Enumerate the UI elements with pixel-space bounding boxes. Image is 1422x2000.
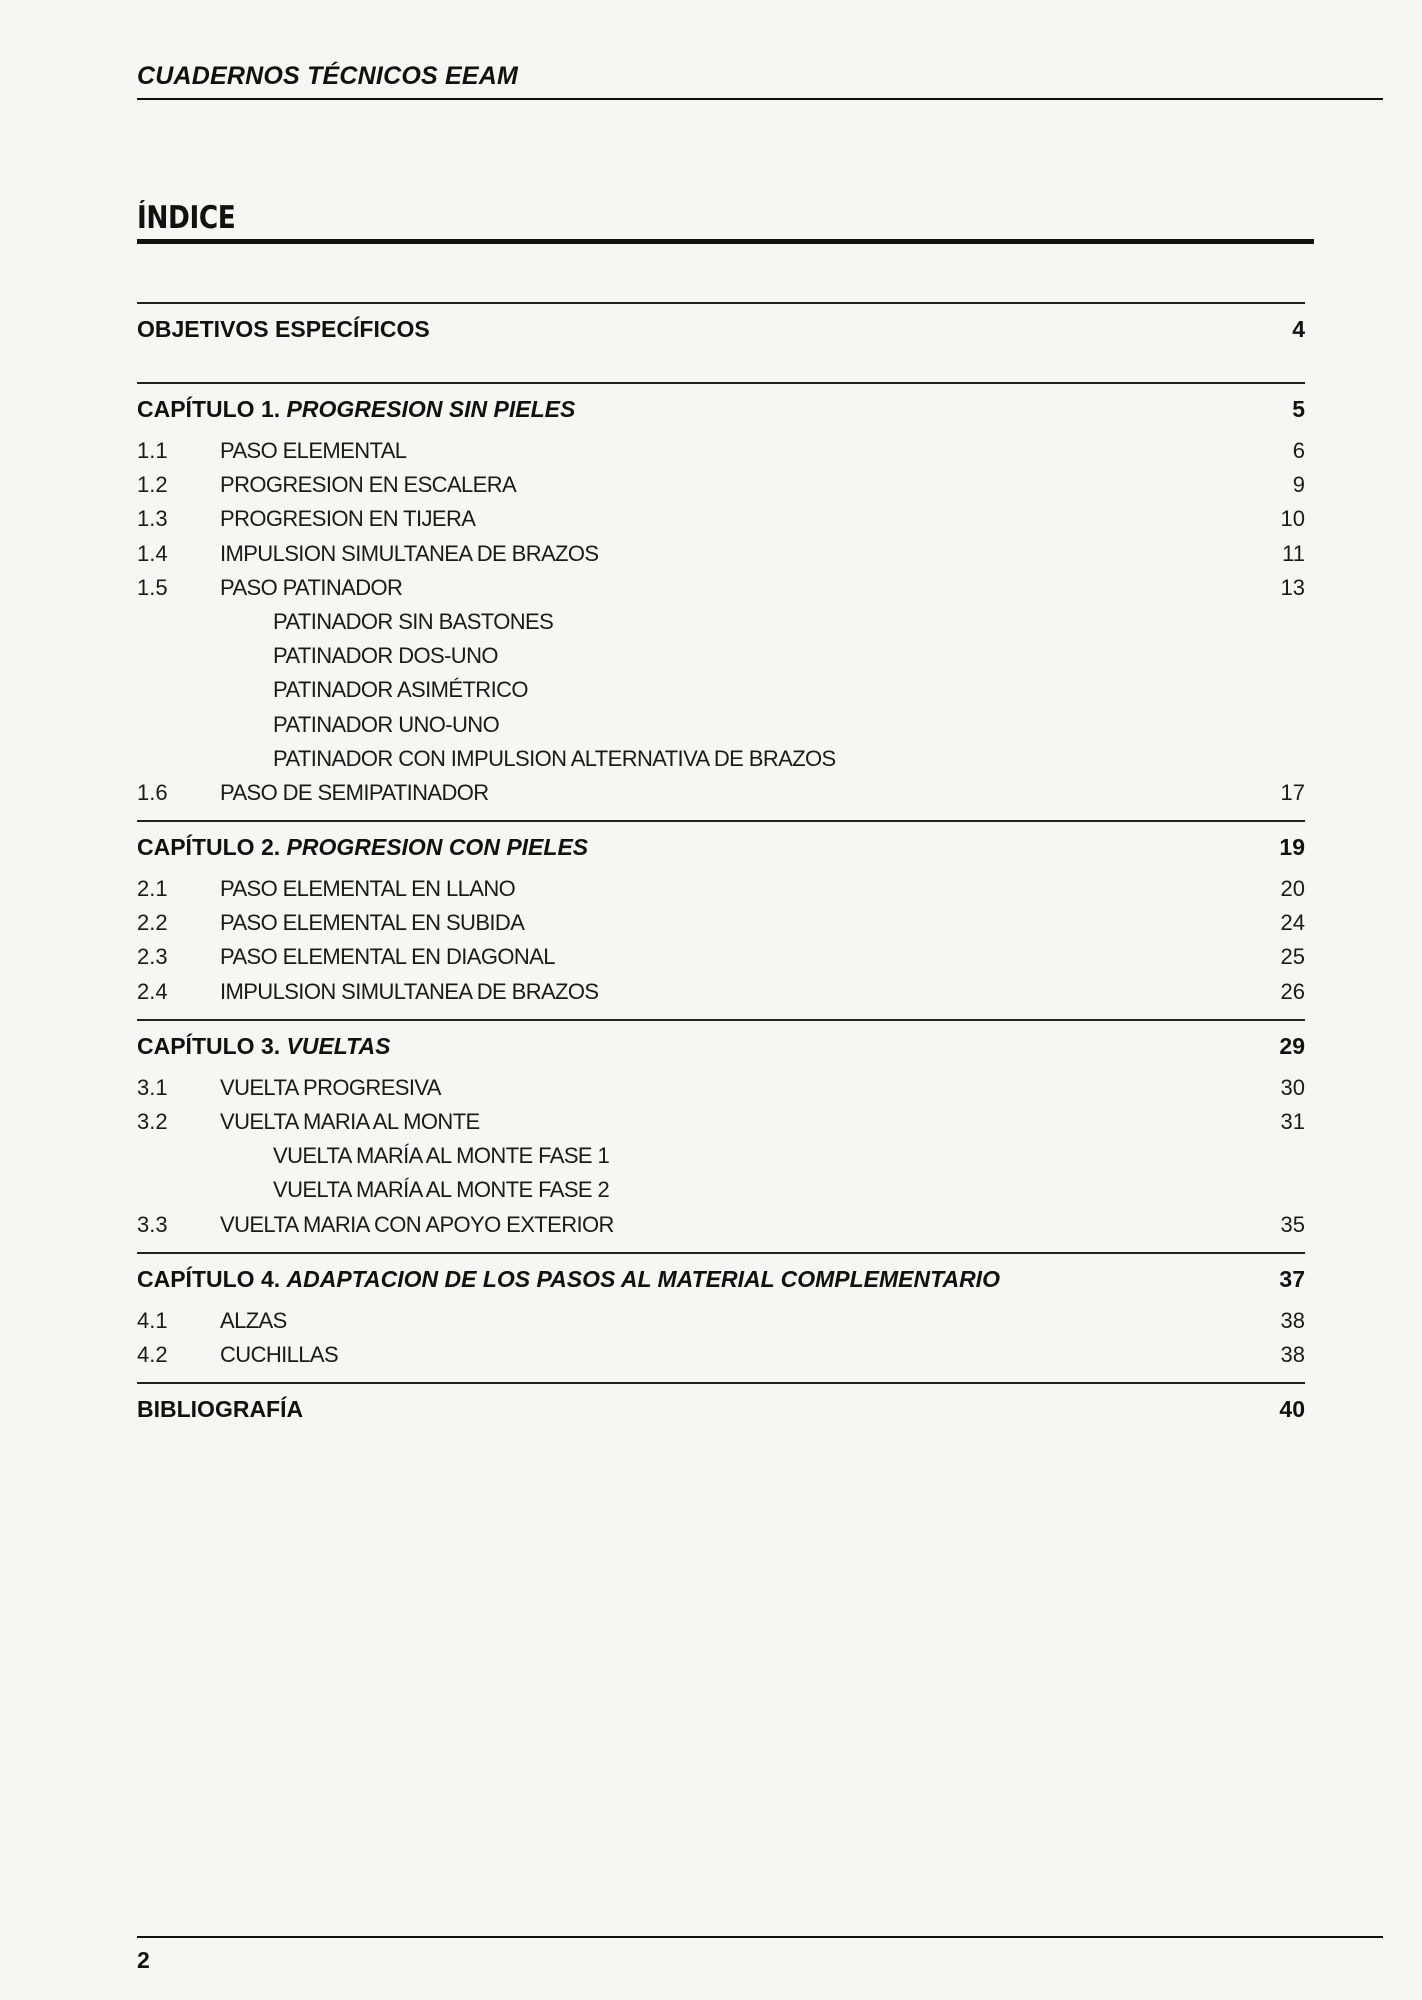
section-label: BIBLIOGRAFÍA: [137, 1396, 304, 1423]
entry-number: 2.2: [137, 910, 168, 936]
entry-title: PATINADOR UNO-UNO: [273, 711, 500, 737]
section-label: CAPÍTULO 2.: [137, 834, 287, 861]
entry-number: 2.1: [137, 876, 168, 902]
entry-page-number: 13: [1280, 574, 1305, 600]
footer-rule: [137, 1936, 1383, 1938]
entry-page-number: 35: [1280, 1211, 1305, 1237]
toc-section-heading: [137, 828, 1305, 866]
section-label: OBJETIVOS ESPECÍFICOS: [137, 316, 430, 342]
section-page-number: 19: [1279, 834, 1305, 861]
entry-title: PASO ELEMENTAL EN DIAGONAL: [220, 944, 555, 970]
section-italic-title: PROGRESION CON PIELES: [286, 834, 589, 861]
entry-title: VUELTA PROGRESIVA: [220, 1074, 441, 1100]
index-title-rule: [137, 239, 1314, 244]
toc-subentry: [137, 742, 1305, 776]
toc-subentry: [137, 1173, 1305, 1207]
toc-entry: [137, 906, 1305, 940]
entry-title: PROGRESION EN ESCALERA: [220, 472, 517, 498]
entry-page-number: 31: [1280, 1109, 1305, 1134]
entry-title: VUELTA MARÍA AL MONTE FASE 1: [273, 1143, 610, 1169]
toc-subentry: [137, 639, 1305, 673]
section-title: [137, 390, 575, 428]
section-title: [137, 1390, 303, 1428]
entry-number: 2.4: [137, 978, 168, 1004]
entry-title: ALZAS: [220, 1307, 287, 1333]
entry-title: PATINADOR DOS-UNO: [273, 643, 498, 669]
entry-page-number: 9: [1292, 472, 1305, 498]
entry-page-number: 38: [1280, 1307, 1305, 1333]
entry-page-number: 17: [1280, 779, 1305, 805]
entry-number: 1.1: [137, 438, 168, 463]
toc-section: [137, 1019, 1305, 1252]
toc-entry: [137, 975, 1305, 1009]
section-title: [137, 828, 588, 866]
entry-number: 1.6: [137, 779, 168, 805]
entry-title: PASO DE SEMIPATINADOR: [220, 779, 489, 805]
entry-number: 4.1: [137, 1307, 168, 1333]
toc-subentry: [137, 708, 1305, 742]
toc-entry: [137, 1208, 1305, 1242]
toc-section-heading: [137, 1027, 1305, 1065]
toc-entry: [137, 872, 1305, 906]
entry-page-number: 6: [1292, 438, 1305, 463]
section-page-number: 29: [1279, 1032, 1305, 1059]
page-number: 2: [137, 1947, 150, 1973]
entry-page-number: 10: [1280, 506, 1305, 532]
entry-page-number: 30: [1280, 1074, 1305, 1100]
toc-entry: [137, 1071, 1305, 1105]
section-page-number: 4: [1292, 316, 1305, 342]
toc-entry: [137, 1304, 1305, 1338]
entry-title: IMPULSION SIMULTANEA DE BRAZOS: [220, 978, 599, 1004]
section-page-number: 5: [1292, 396, 1305, 422]
entry-number: 1.3: [137, 506, 168, 532]
entry-page-number: 20: [1280, 876, 1305, 902]
index-title: ÍNDICE: [137, 200, 236, 236]
toc-section-heading: [137, 310, 1305, 348]
entry-title: PASO ELEMENTAL EN LLANO: [220, 876, 516, 902]
toc-section-heading: [137, 390, 1305, 428]
toc-entry: [137, 537, 1305, 571]
toc-section: [137, 820, 1305, 1019]
toc-entry: [137, 1338, 1305, 1372]
section-label: CAPÍTULO 3.: [137, 1032, 287, 1059]
entry-number: 2.3: [137, 944, 168, 970]
toc-entry: [137, 434, 1305, 468]
entry-page-number: 24: [1280, 910, 1305, 936]
section-italic-title: PROGRESION SIN PIELES: [286, 396, 576, 422]
entry-title: PROGRESION EN TIJERA: [220, 506, 476, 532]
entry-title: PASO ELEMENTAL: [220, 438, 407, 463]
section-page-number: 40: [1279, 1396, 1305, 1423]
entry-title: VUELTA MARIA CON APOYO EXTERIOR: [220, 1211, 614, 1237]
section-title: [137, 310, 430, 348]
entry-number: 1.5: [137, 574, 168, 600]
toc-entry: [137, 502, 1305, 536]
toc-section: [137, 1382, 1305, 1462]
toc-subentry: [137, 1139, 1305, 1173]
section-title: [137, 1027, 390, 1065]
toc-subentry: [137, 673, 1305, 707]
toc-entry: [137, 468, 1305, 502]
entry-number: 3.2: [137, 1109, 168, 1134]
toc-section: [137, 1252, 1305, 1382]
toc-subentry: [137, 605, 1305, 639]
running-header: CUADERNOS TÉCNICOS EEAM: [137, 62, 519, 90]
section-italic-title: ADAPTACION DE LOS PASOS AL MATERIAL COMPLEMENTARIO: [286, 1265, 1000, 1292]
entry-number: 1.4: [137, 540, 168, 566]
entry-page-number: 11: [1282, 540, 1305, 566]
toc-entries: [137, 428, 1305, 820]
toc-section-heading: [137, 1390, 1305, 1428]
entry-page-number: 25: [1280, 944, 1305, 970]
entry-title: CUCHILLAS: [220, 1341, 339, 1367]
toc-section-heading: [137, 1260, 1305, 1298]
entry-number: 3.1: [137, 1074, 168, 1100]
section-label: CAPÍTULO 4.: [137, 1265, 287, 1292]
section-title: [137, 1260, 1000, 1298]
section-page-number: 37: [1279, 1265, 1305, 1292]
section-italic-title: VUELTAS: [286, 1032, 391, 1059]
toc-entry: [137, 571, 1305, 605]
toc-entries: [137, 1298, 1305, 1382]
entry-number: 3.3: [137, 1211, 168, 1237]
entry-number: 4.2: [137, 1341, 168, 1367]
toc-section: [137, 302, 1305, 382]
entry-number: 1.2: [137, 472, 168, 498]
entry-page-number: 26: [1280, 978, 1305, 1004]
entry-title: PATINADOR CON IMPULSION ALTERNATIVA DE BRAZOS: [273, 745, 836, 771]
section-label: CAPÍTULO 1.: [137, 396, 287, 422]
toc-entry: [137, 940, 1305, 974]
toc-entries: [137, 866, 1305, 1019]
entry-title: VUELTA MARÍA AL MONTE FASE 2: [273, 1177, 610, 1203]
entry-title: PATINADOR ASIMÉTRICO: [273, 677, 528, 703]
entry-title: PASO ELEMENTAL EN SUBIDA: [220, 910, 525, 936]
entry-title: PATINADOR SIN BASTONES: [273, 608, 554, 634]
toc-entries: [137, 1065, 1305, 1252]
table-of-contents: [137, 302, 1305, 1462]
toc-section: [137, 382, 1305, 820]
entry-page-number: 38: [1280, 1341, 1305, 1367]
toc-entry: [137, 1105, 1305, 1139]
entry-title: IMPULSION SIMULTANEA DE BRAZOS: [220, 540, 599, 566]
header-rule: [137, 98, 1383, 100]
toc-entry: [137, 776, 1305, 810]
entry-title: PASO PATINADOR: [220, 574, 403, 600]
entry-title: VUELTA MARIA AL MONTE: [220, 1109, 480, 1134]
